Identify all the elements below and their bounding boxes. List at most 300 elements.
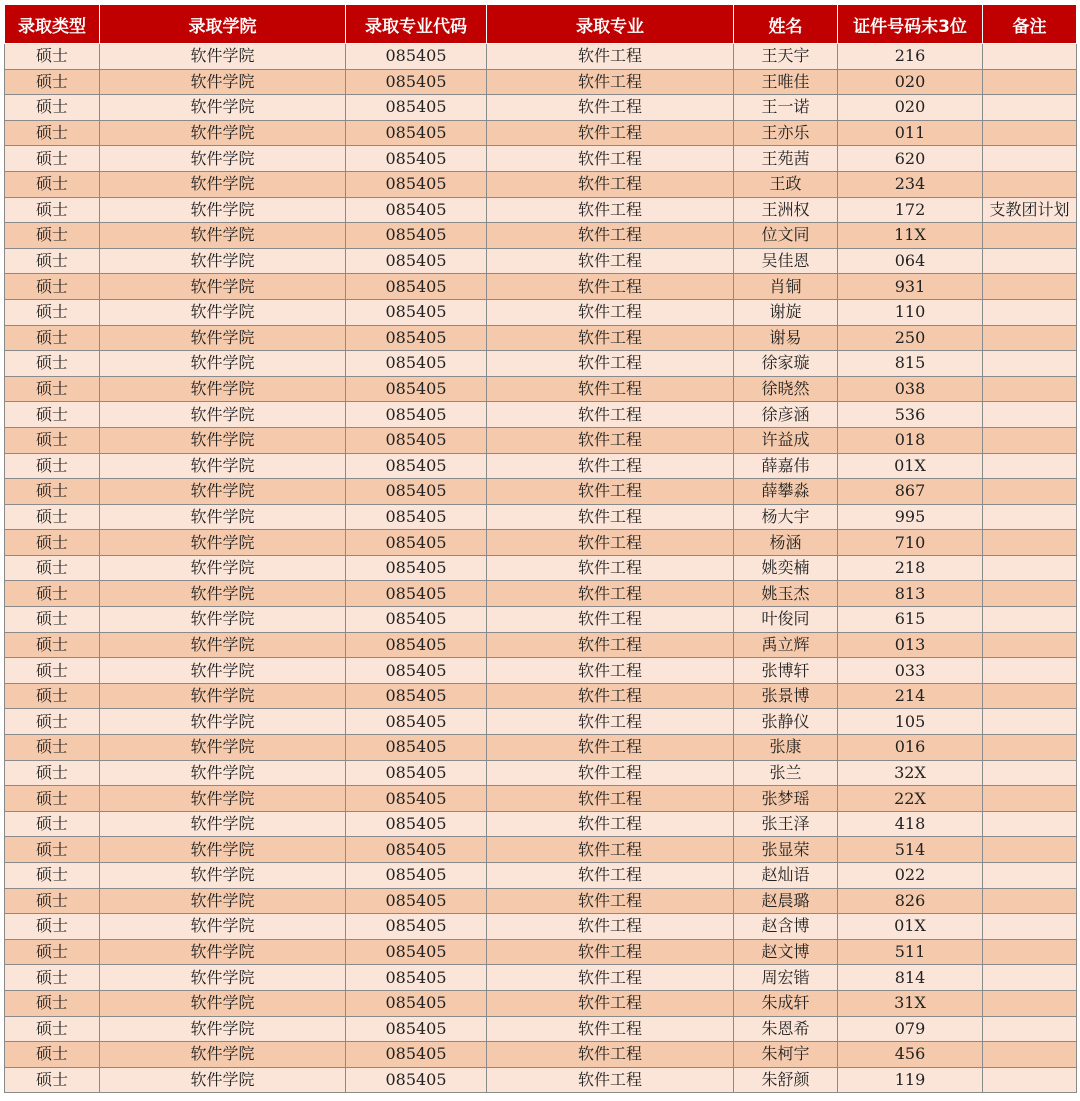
cell-admission-type: 硕士 xyxy=(5,223,100,249)
cell-major: 软件工程 xyxy=(487,581,734,607)
cell-major: 软件工程 xyxy=(487,44,734,70)
cell-college: 软件学院 xyxy=(100,274,346,300)
cell-admission-type: 硕士 xyxy=(5,939,100,965)
cell-college: 软件学院 xyxy=(100,44,346,70)
cell-remark xyxy=(983,555,1077,581)
table-row xyxy=(5,376,1077,402)
cell-admission-type: 硕士 xyxy=(5,811,100,837)
table-row xyxy=(5,709,1077,735)
cell-major: 软件工程 xyxy=(487,1042,734,1068)
cell-name: 薛嘉伟 xyxy=(734,453,838,479)
cell-college: 软件学院 xyxy=(100,786,346,812)
cell-admission-type: 硕士 xyxy=(5,965,100,991)
cell-college: 软件学院 xyxy=(100,760,346,786)
cell-admission-type: 硕士 xyxy=(5,402,100,428)
cell-id-last3: 011 xyxy=(838,120,983,146)
admission-table xyxy=(4,4,1077,1093)
cell-remark xyxy=(983,1067,1077,1093)
cell-name: 张王泽 xyxy=(734,811,838,837)
cell-major: 软件工程 xyxy=(487,530,734,556)
cell-remark xyxy=(983,786,1077,812)
cell-name: 张景博 xyxy=(734,683,838,709)
cell-admission-type: 硕士 xyxy=(5,555,100,581)
cell-id-last3: 013 xyxy=(838,632,983,658)
cell-remark xyxy=(983,1042,1077,1068)
table-row xyxy=(5,786,1077,812)
cell-name: 徐彦涵 xyxy=(734,402,838,428)
cell-major: 软件工程 xyxy=(487,351,734,377)
cell-id-last3: 418 xyxy=(838,811,983,837)
cell-major: 软件工程 xyxy=(487,146,734,172)
cell-major-code: 085405 xyxy=(346,351,487,377)
cell-name: 王亦乐 xyxy=(734,120,838,146)
cell-name: 王天宇 xyxy=(734,44,838,70)
cell-remark xyxy=(983,965,1077,991)
table-row xyxy=(5,325,1077,351)
cell-name: 王洲权 xyxy=(734,197,838,223)
cell-major-code: 085405 xyxy=(346,1042,487,1068)
table-body xyxy=(5,44,1077,1093)
table-row xyxy=(5,299,1077,325)
cell-major: 软件工程 xyxy=(487,1016,734,1042)
cell-name: 张兰 xyxy=(734,760,838,786)
cell-name: 张康 xyxy=(734,735,838,761)
table-row xyxy=(5,274,1077,300)
cell-major: 软件工程 xyxy=(487,1067,734,1093)
table-row xyxy=(5,811,1077,837)
cell-major-code: 085405 xyxy=(346,95,487,121)
cell-remark xyxy=(983,607,1077,633)
cell-major: 软件工程 xyxy=(487,786,734,812)
table-row xyxy=(5,837,1077,863)
table-row xyxy=(5,683,1077,709)
cell-id-last3: 931 xyxy=(838,274,983,300)
cell-admission-type: 硕士 xyxy=(5,146,100,172)
cell-major-code: 085405 xyxy=(346,709,487,735)
cell-major: 软件工程 xyxy=(487,760,734,786)
cell-college: 软件学院 xyxy=(100,990,346,1016)
cell-admission-type: 硕士 xyxy=(5,248,100,274)
cell-college: 软件学院 xyxy=(100,683,346,709)
cell-remark xyxy=(983,990,1077,1016)
cell-college: 软件学院 xyxy=(100,95,346,121)
table-row xyxy=(5,69,1077,95)
cell-major: 软件工程 xyxy=(487,965,734,991)
cell-major-code: 085405 xyxy=(346,990,487,1016)
table-row xyxy=(5,607,1077,633)
cell-college: 软件学院 xyxy=(100,888,346,914)
cell-admission-type: 硕士 xyxy=(5,44,100,70)
table-row xyxy=(5,760,1077,786)
cell-admission-type: 硕士 xyxy=(5,376,100,402)
cell-remark xyxy=(983,863,1077,889)
cell-id-last3: 615 xyxy=(838,607,983,633)
table-row xyxy=(5,735,1077,761)
cell-remark xyxy=(983,427,1077,453)
cell-name: 朱柯宇 xyxy=(734,1042,838,1068)
cell-major: 软件工程 xyxy=(487,402,734,428)
cell-name: 薛攀淼 xyxy=(734,479,838,505)
cell-major: 软件工程 xyxy=(487,223,734,249)
cell-admission-type: 硕士 xyxy=(5,504,100,530)
cell-major-code: 085405 xyxy=(346,863,487,889)
cell-college: 软件学院 xyxy=(100,581,346,607)
cell-major: 软件工程 xyxy=(487,555,734,581)
cell-id-last3: 826 xyxy=(838,888,983,914)
cell-id-last3: 710 xyxy=(838,530,983,556)
cell-major: 软件工程 xyxy=(487,990,734,1016)
cell-name: 杨大宇 xyxy=(734,504,838,530)
cell-name: 杨涵 xyxy=(734,530,838,556)
table-row xyxy=(5,965,1077,991)
cell-name: 王苑茜 xyxy=(734,146,838,172)
cell-admission-type: 硕士 xyxy=(5,351,100,377)
cell-admission-type: 硕士 xyxy=(5,658,100,684)
cell-remark xyxy=(983,1016,1077,1042)
cell-major-code: 085405 xyxy=(346,658,487,684)
cell-id-last3: 119 xyxy=(838,1067,983,1093)
cell-college: 软件学院 xyxy=(100,837,346,863)
cell-name: 位文同 xyxy=(734,223,838,249)
cell-major-code: 085405 xyxy=(346,44,487,70)
cell-admission-type: 硕士 xyxy=(5,990,100,1016)
cell-admission-type: 硕士 xyxy=(5,479,100,505)
cell-id-last3: 110 xyxy=(838,299,983,325)
cell-remark xyxy=(983,837,1077,863)
cell-college: 软件学院 xyxy=(100,453,346,479)
cell-id-last3: 216 xyxy=(838,44,983,70)
cell-remark xyxy=(983,632,1077,658)
cell-college: 软件学院 xyxy=(100,658,346,684)
cell-id-last3: 218 xyxy=(838,555,983,581)
table-row xyxy=(5,1042,1077,1068)
table-row xyxy=(5,632,1077,658)
cell-major-code: 085405 xyxy=(346,888,487,914)
cell-name: 赵含博 xyxy=(734,914,838,940)
cell-admission-type: 硕士 xyxy=(5,197,100,223)
cell-college: 软件学院 xyxy=(100,299,346,325)
cell-id-last3: 016 xyxy=(838,735,983,761)
cell-remark xyxy=(983,120,1077,146)
cell-admission-type: 硕士 xyxy=(5,299,100,325)
cell-id-last3: 038 xyxy=(838,376,983,402)
cell-admission-type: 硕士 xyxy=(5,786,100,812)
cell-major: 软件工程 xyxy=(487,914,734,940)
cell-major: 软件工程 xyxy=(487,607,734,633)
cell-admission-type: 硕士 xyxy=(5,607,100,633)
cell-major-code: 085405 xyxy=(346,453,487,479)
cell-major: 软件工程 xyxy=(487,197,734,223)
cell-major-code: 085405 xyxy=(346,146,487,172)
header-name: 姓名 xyxy=(734,5,838,44)
cell-major-code: 085405 xyxy=(346,376,487,402)
cell-remark xyxy=(983,735,1077,761)
cell-admission-type: 硕士 xyxy=(5,274,100,300)
cell-college: 软件学院 xyxy=(100,709,346,735)
cell-major-code: 085405 xyxy=(346,504,487,530)
cell-major-code: 085405 xyxy=(346,1016,487,1042)
table-row xyxy=(5,939,1077,965)
cell-major-code: 085405 xyxy=(346,299,487,325)
cell-remark xyxy=(983,811,1077,837)
cell-college: 软件学院 xyxy=(100,376,346,402)
cell-college: 软件学院 xyxy=(100,146,346,172)
cell-college: 软件学院 xyxy=(100,607,346,633)
cell-admission-type: 硕士 xyxy=(5,683,100,709)
cell-id-last3: 079 xyxy=(838,1016,983,1042)
table-row xyxy=(5,658,1077,684)
table-row xyxy=(5,1067,1077,1093)
table-row xyxy=(5,223,1077,249)
cell-college: 软件学院 xyxy=(100,735,346,761)
cell-college: 软件学院 xyxy=(100,632,346,658)
cell-remark xyxy=(983,376,1077,402)
cell-id-last3: 250 xyxy=(838,325,983,351)
cell-remark xyxy=(983,325,1077,351)
cell-name: 张静仪 xyxy=(734,709,838,735)
table-row xyxy=(5,171,1077,197)
cell-id-last3: 514 xyxy=(838,837,983,863)
cell-remark xyxy=(983,914,1077,940)
cell-id-last3: 536 xyxy=(838,402,983,428)
cell-remark xyxy=(983,223,1077,249)
cell-remark xyxy=(983,683,1077,709)
cell-id-last3: 234 xyxy=(838,171,983,197)
cell-major: 软件工程 xyxy=(487,376,734,402)
cell-major-code: 085405 xyxy=(346,965,487,991)
cell-major-code: 085405 xyxy=(346,939,487,965)
cell-major-code: 085405 xyxy=(346,402,487,428)
cell-remark xyxy=(983,351,1077,377)
cell-major: 软件工程 xyxy=(487,683,734,709)
cell-admission-type: 硕士 xyxy=(5,581,100,607)
cell-college: 软件学院 xyxy=(100,351,346,377)
cell-id-last3: 172 xyxy=(838,197,983,223)
cell-college: 软件学院 xyxy=(100,1042,346,1068)
header-row xyxy=(5,5,1077,44)
cell-id-last3: 11X xyxy=(838,223,983,249)
cell-college: 软件学院 xyxy=(100,120,346,146)
cell-remark xyxy=(983,709,1077,735)
cell-id-last3: 022 xyxy=(838,863,983,889)
cell-id-last3: 018 xyxy=(838,427,983,453)
cell-college: 软件学院 xyxy=(100,325,346,351)
cell-name: 周宏锴 xyxy=(734,965,838,991)
cell-major: 软件工程 xyxy=(487,120,734,146)
cell-college: 软件学院 xyxy=(100,914,346,940)
cell-remark xyxy=(983,402,1077,428)
cell-name: 徐家璇 xyxy=(734,351,838,377)
cell-college: 软件学院 xyxy=(100,555,346,581)
cell-remark xyxy=(983,44,1077,70)
cell-major-code: 085405 xyxy=(346,811,487,837)
cell-major-code: 085405 xyxy=(346,427,487,453)
table-row xyxy=(5,914,1077,940)
table-row xyxy=(5,120,1077,146)
cell-major-code: 085405 xyxy=(346,786,487,812)
cell-major-code: 085405 xyxy=(346,274,487,300)
header-admission-type: 录取类型 xyxy=(5,5,100,44)
cell-major: 软件工程 xyxy=(487,632,734,658)
header-major: 录取专业 xyxy=(487,5,734,44)
cell-college: 软件学院 xyxy=(100,811,346,837)
cell-name: 谢易 xyxy=(734,325,838,351)
cell-major-code: 085405 xyxy=(346,325,487,351)
table-row xyxy=(5,479,1077,505)
cell-major-code: 085405 xyxy=(346,171,487,197)
cell-id-last3: 01X xyxy=(838,914,983,940)
cell-major: 软件工程 xyxy=(487,863,734,889)
cell-remark xyxy=(983,479,1077,505)
cell-major-code: 085405 xyxy=(346,1067,487,1093)
table-row xyxy=(5,453,1077,479)
cell-id-last3: 214 xyxy=(838,683,983,709)
cell-id-last3: 01X xyxy=(838,453,983,479)
header-remark: 备注 xyxy=(983,5,1077,44)
table-row xyxy=(5,504,1077,530)
cell-id-last3: 064 xyxy=(838,248,983,274)
cell-college: 软件学院 xyxy=(100,530,346,556)
cell-college: 软件学院 xyxy=(100,504,346,530)
cell-major-code: 085405 xyxy=(346,479,487,505)
cell-name: 禹立辉 xyxy=(734,632,838,658)
cell-major-code: 085405 xyxy=(346,760,487,786)
cell-college: 软件学院 xyxy=(100,1067,346,1093)
cell-name: 吴佳恩 xyxy=(734,248,838,274)
cell-name: 姚奕楠 xyxy=(734,555,838,581)
cell-major-code: 085405 xyxy=(346,607,487,633)
cell-admission-type: 硕士 xyxy=(5,530,100,556)
cell-college: 软件学院 xyxy=(100,1016,346,1042)
cell-name: 肖铜 xyxy=(734,274,838,300)
cell-admission-type: 硕士 xyxy=(5,863,100,889)
cell-admission-type: 硕士 xyxy=(5,735,100,761)
cell-remark xyxy=(983,504,1077,530)
cell-admission-type: 硕士 xyxy=(5,95,100,121)
cell-id-last3: 033 xyxy=(838,658,983,684)
cell-remark xyxy=(983,95,1077,121)
cell-admission-type: 硕士 xyxy=(5,453,100,479)
cell-name: 朱舒颜 xyxy=(734,1067,838,1093)
cell-name: 赵灿语 xyxy=(734,863,838,889)
cell-major: 软件工程 xyxy=(487,453,734,479)
cell-major-code: 085405 xyxy=(346,197,487,223)
cell-remark xyxy=(983,888,1077,914)
cell-major-code: 085405 xyxy=(346,223,487,249)
cell-major: 软件工程 xyxy=(487,837,734,863)
cell-major-code: 085405 xyxy=(346,530,487,556)
cell-college: 软件学院 xyxy=(100,939,346,965)
cell-college: 软件学院 xyxy=(100,69,346,95)
cell-major: 软件工程 xyxy=(487,939,734,965)
cell-id-last3: 620 xyxy=(838,146,983,172)
cell-major: 软件工程 xyxy=(487,95,734,121)
table-row xyxy=(5,44,1077,70)
cell-major: 软件工程 xyxy=(487,735,734,761)
cell-name: 许益成 xyxy=(734,427,838,453)
cell-admission-type: 硕士 xyxy=(5,888,100,914)
cell-admission-type: 硕士 xyxy=(5,325,100,351)
cell-major: 软件工程 xyxy=(487,299,734,325)
cell-college: 软件学院 xyxy=(100,248,346,274)
cell-admission-type: 硕士 xyxy=(5,914,100,940)
cell-admission-type: 硕士 xyxy=(5,760,100,786)
table-row xyxy=(5,555,1077,581)
header-college: 录取学院 xyxy=(100,5,346,44)
cell-remark xyxy=(983,248,1077,274)
cell-major: 软件工程 xyxy=(487,69,734,95)
cell-admission-type: 硕士 xyxy=(5,837,100,863)
cell-major: 软件工程 xyxy=(487,248,734,274)
cell-name: 徐晓然 xyxy=(734,376,838,402)
cell-name: 张博轩 xyxy=(734,658,838,684)
cell-college: 软件学院 xyxy=(100,863,346,889)
table-row xyxy=(5,990,1077,1016)
cell-major: 软件工程 xyxy=(487,658,734,684)
cell-admission-type: 硕士 xyxy=(5,632,100,658)
cell-major-code: 085405 xyxy=(346,914,487,940)
table-row xyxy=(5,581,1077,607)
cell-major-code: 085405 xyxy=(346,120,487,146)
cell-name: 谢旋 xyxy=(734,299,838,325)
cell-remark xyxy=(983,453,1077,479)
cell-major-code: 085405 xyxy=(346,632,487,658)
table-row xyxy=(5,197,1077,223)
cell-college: 软件学院 xyxy=(100,402,346,428)
cell-college: 软件学院 xyxy=(100,965,346,991)
cell-major-code: 085405 xyxy=(346,683,487,709)
table-row xyxy=(5,351,1077,377)
cell-name: 姚玉杰 xyxy=(734,581,838,607)
cell-id-last3: 105 xyxy=(838,709,983,735)
cell-remark xyxy=(983,299,1077,325)
cell-id-last3: 511 xyxy=(838,939,983,965)
cell-college: 软件学院 xyxy=(100,479,346,505)
cell-id-last3: 456 xyxy=(838,1042,983,1068)
cell-admission-type: 硕士 xyxy=(5,1042,100,1068)
cell-remark xyxy=(983,581,1077,607)
cell-name: 张显荣 xyxy=(734,837,838,863)
cell-college: 软件学院 xyxy=(100,171,346,197)
cell-major: 软件工程 xyxy=(487,504,734,530)
table-row xyxy=(5,888,1077,914)
cell-admission-type: 硕士 xyxy=(5,709,100,735)
table-row xyxy=(5,248,1077,274)
cell-name: 叶俊同 xyxy=(734,607,838,633)
cell-admission-type: 硕士 xyxy=(5,1067,100,1093)
header-id-last3: 证件号码末3位 xyxy=(838,5,983,44)
cell-major: 软件工程 xyxy=(487,171,734,197)
table-row xyxy=(5,530,1077,556)
cell-admission-type: 硕士 xyxy=(5,120,100,146)
cell-major: 软件工程 xyxy=(487,427,734,453)
cell-id-last3: 020 xyxy=(838,69,983,95)
cell-id-last3: 31X xyxy=(838,990,983,1016)
cell-remark: 支教团计划 xyxy=(983,197,1077,223)
cell-admission-type: 硕士 xyxy=(5,427,100,453)
cell-remark xyxy=(983,760,1077,786)
cell-major-code: 085405 xyxy=(346,837,487,863)
cell-major-code: 085405 xyxy=(346,555,487,581)
table-row xyxy=(5,146,1077,172)
table-row xyxy=(5,402,1077,428)
cell-id-last3: 32X xyxy=(838,760,983,786)
cell-major-code: 085405 xyxy=(346,248,487,274)
cell-name: 赵晨璐 xyxy=(734,888,838,914)
cell-college: 软件学院 xyxy=(100,223,346,249)
table-header xyxy=(5,5,1077,44)
cell-major: 软件工程 xyxy=(487,709,734,735)
